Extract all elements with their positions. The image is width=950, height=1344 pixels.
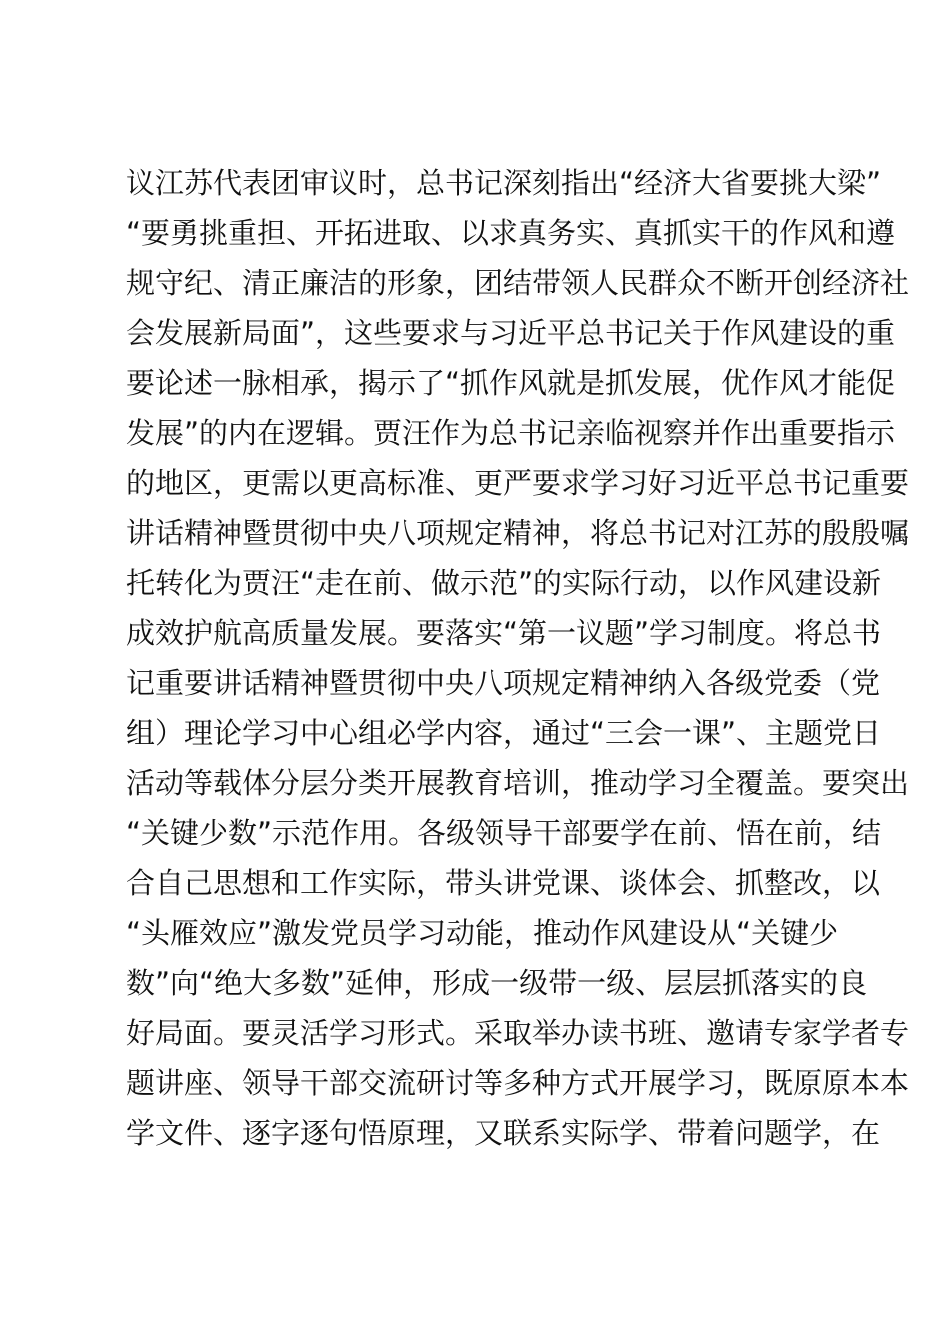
text-line: 成效护航高质量发展。要落实“第一议题”学习制度。将总书	[126, 616, 882, 650]
text-line: 讲话精神暨贯彻中央八项规定精神，将总书记对江苏的殷殷嘱	[126, 516, 910, 550]
text-line: “头雁效应”激发党员学习动能，推动作风建设从“关键少	[126, 916, 839, 950]
text-line: 议江苏代表团审议时，总书记深刻指出“经济大省要挑大梁”	[126, 166, 882, 200]
text-line: 托转化为贾汪“走在前、做示范”的实际行动，以作风建设新	[126, 566, 882, 600]
text-line: 要论述一脉相承，揭示了“抓作风就是抓发展，优作风才能促	[126, 366, 896, 400]
text-line: 规守纪、清正廉洁的形象，团结带领人民群众不断开创经济社	[126, 266, 910, 300]
text-line: 数”向“绝大多数”延伸，形成一级带一级、层层抓落实的良	[126, 966, 868, 1000]
text-line: 好局面。要灵活学习形式。采取举办读书班、邀请专家学者专	[126, 1016, 910, 1050]
text-line: 发展”的内在逻辑。贾汪作为总书记亲临视察并作出重要指示	[126, 416, 896, 450]
text-line: 合自己思想和工作实际，带头讲党课、谈体会、抓整改，以	[126, 866, 881, 900]
text-line: “要勇挑重担、开拓进取、以求真务实、真抓实干的作风和遵	[126, 216, 896, 250]
text-line: 题讲座、领导干部交流研讨等多种方式开展学习，既原原本本	[126, 1066, 910, 1100]
text-line: 会发展新局面”，这些要求与习近平总书记关于作风建设的重	[126, 316, 896, 350]
text-line: 组）理论学习中心组必学内容，通过“三会一课”、主题党日	[126, 716, 882, 750]
text-line: 的地区，更需以更高标准、更严要求学习好习近平总书记重要	[126, 466, 910, 500]
text-line: 学文件、逐字逐句悟原理，又联系实际学、带着问题学，在	[126, 1116, 881, 1150]
text-line: “关键少数”示范作用。各级领导干部要学在前、悟在前，结	[126, 816, 882, 850]
body-paragraph	[126, 158, 910, 1158]
text-line: 记重要讲话精神暨贯彻中央八项规定精神纳入各级党委（党	[126, 666, 881, 700]
text-line: 活动等载体分层分类开展教育培训，推动学习全覆盖。要突出	[126, 766, 910, 800]
